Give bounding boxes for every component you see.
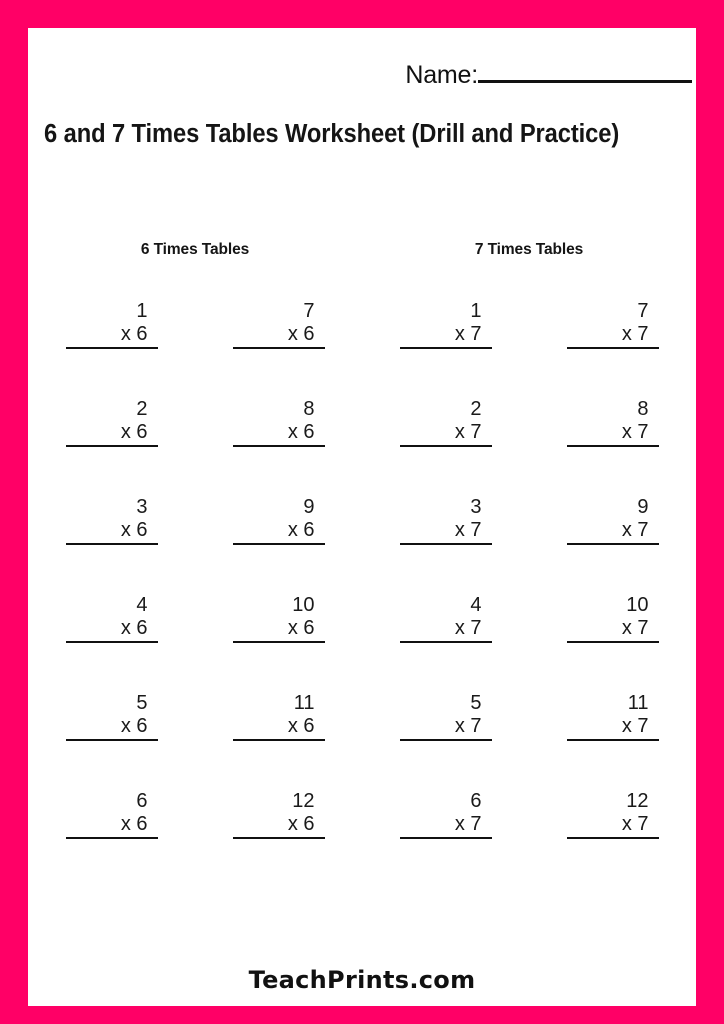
multiplier-and-rule: x 7 — [567, 714, 659, 741]
name-write-in-blank[interactable] — [478, 58, 692, 83]
multiplicand: 6 — [136, 790, 148, 812]
problem-cell[interactable] — [362, 594, 529, 692]
multiplicand: 10 — [626, 594, 649, 616]
multiplier-and-rule: x 7 — [400, 420, 492, 447]
problem-cell[interactable] — [28, 300, 195, 398]
problem-cell[interactable] — [362, 692, 529, 790]
problem-cell[interactable] — [529, 300, 696, 398]
problem-cell[interactable] — [362, 398, 529, 496]
multiplier-and-rule: x 6 — [66, 812, 158, 839]
multiplicand: 9 — [303, 496, 315, 518]
printable-page-area — [28, 28, 696, 1006]
table-row — [28, 496, 696, 594]
multiplicand: 10 — [292, 594, 315, 616]
problem-cell[interactable] — [28, 790, 195, 888]
table-row — [28, 594, 696, 692]
problem-cell[interactable] — [529, 594, 696, 692]
multiplicand: 1 — [136, 300, 148, 322]
multiplier-and-rule: x 6 — [66, 420, 158, 447]
name-field-row — [28, 58, 696, 98]
multiplier-and-rule: x 7 — [400, 714, 492, 741]
worksheet-title: 6 and 7 Times Tables Worksheet (Drill and Practice) — [44, 120, 620, 148]
table-row — [28, 300, 696, 398]
multiplier-and-rule: x 6 — [233, 322, 325, 349]
multiplicand: 7 — [637, 300, 649, 322]
brand-name[interactable]: TeachPrints.com — [248, 966, 476, 994]
multiplier-and-rule: x 6 — [233, 420, 325, 447]
section-heading-7-times-tables: 7 Times Tables — [474, 241, 584, 258]
page-footer — [28, 966, 696, 994]
table-row — [28, 398, 696, 496]
problem-cell[interactable] — [28, 398, 195, 496]
section-heading-6-times-tables: 6 Times Tables — [140, 241, 250, 258]
multiplier-and-rule: x 6 — [233, 518, 325, 545]
problem-cell[interactable] — [529, 692, 696, 790]
multiplier-and-rule: x 6 — [66, 322, 158, 349]
multiplicand: 4 — [136, 594, 148, 616]
name-label: Name: — [405, 61, 478, 89]
multiplicand: 6 — [470, 790, 482, 812]
multiplicand: 3 — [136, 496, 148, 518]
problem-cell[interactable] — [195, 496, 362, 594]
multiplicand: 12 — [292, 790, 315, 812]
multiplier-and-rule: x 6 — [233, 714, 325, 741]
multiplier-and-rule: x 6 — [66, 714, 158, 741]
problem-cell[interactable] — [529, 496, 696, 594]
problem-cell[interactable] — [195, 300, 362, 398]
problem-cell[interactable] — [195, 692, 362, 790]
problem-cell[interactable] — [362, 790, 529, 888]
multiplicand: 7 — [303, 300, 315, 322]
multiplier-and-rule: x 7 — [567, 518, 659, 545]
section-headers-row — [28, 241, 696, 259]
multiplicand: 2 — [136, 398, 148, 420]
problem-cell[interactable] — [362, 496, 529, 594]
multiplicand: 3 — [470, 496, 482, 518]
multiplicand: 1 — [470, 300, 482, 322]
multiplier-and-rule: x 6 — [66, 616, 158, 643]
multiplier-and-rule: x 7 — [567, 812, 659, 839]
problem-cell[interactable] — [362, 300, 529, 398]
problem-cell[interactable] — [529, 790, 696, 888]
multiplicand: 8 — [637, 398, 649, 420]
problem-cell[interactable] — [28, 594, 195, 692]
multiplier-and-rule: x 6 — [233, 812, 325, 839]
multiplicand: 5 — [136, 692, 148, 714]
multiplier-and-rule: x 7 — [400, 616, 492, 643]
multiplier-and-rule: x 6 — [66, 518, 158, 545]
table-row — [28, 692, 696, 790]
multiplicand: 8 — [303, 398, 315, 420]
problem-cell[interactable] — [28, 496, 195, 594]
multiplicand: 11 — [627, 692, 649, 714]
multiplicand: 5 — [470, 692, 482, 714]
problem-cell[interactable] — [195, 398, 362, 496]
multiplicand: 12 — [626, 790, 649, 812]
multiplicand: 9 — [637, 496, 649, 518]
multiplicand: 11 — [293, 692, 315, 714]
multiplier-and-rule: x 7 — [400, 812, 492, 839]
problem-cell[interactable] — [529, 398, 696, 496]
multiplier-and-rule: x 7 — [567, 322, 659, 349]
problem-cell[interactable] — [28, 692, 195, 790]
multiplier-and-rule: x 7 — [567, 616, 659, 643]
multiplicand: 2 — [470, 398, 482, 420]
problem-grid — [28, 300, 696, 888]
multiplier-and-rule: x 7 — [567, 420, 659, 447]
multiplier-and-rule: x 6 — [233, 616, 325, 643]
multiplier-and-rule: x 7 — [400, 322, 492, 349]
problem-cell[interactable] — [195, 790, 362, 888]
problem-cell[interactable] — [195, 594, 362, 692]
table-row — [28, 790, 696, 888]
multiplier-and-rule: x 7 — [400, 518, 492, 545]
multiplicand: 4 — [470, 594, 482, 616]
